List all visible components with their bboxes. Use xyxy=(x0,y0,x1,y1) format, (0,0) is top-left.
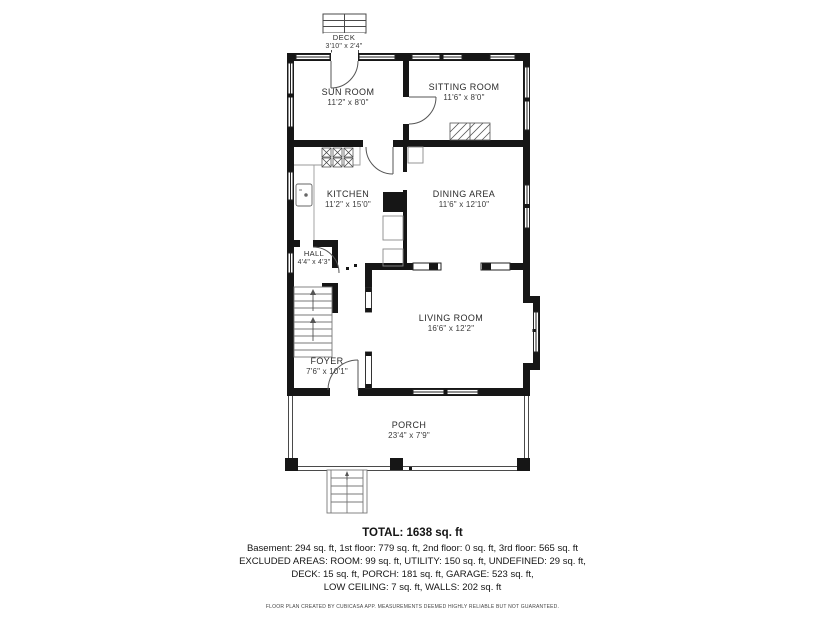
room-dims: 11'6" x 12'10" xyxy=(438,200,490,209)
room-label-hall xyxy=(298,249,331,266)
room-dims: 23'4" x 7'9" xyxy=(388,431,430,440)
stove-icon xyxy=(322,148,353,167)
room-dims: 16'6" x 12'2" xyxy=(427,324,475,333)
area-summary xyxy=(0,527,825,610)
disclaimer-text: FLOOR PLAN CREATED BY CUBICASA APP. MEASUREMENTS DEEMED HIGHLY RELIABLE BUT NOT GUARANTEED. xyxy=(265,604,560,610)
excluded-areas-line1: EXCLUDED AREAS: ROOM: 99 sq. ft, UTILITY: 150 sq. ft, UNDEFINED: 29 sq. ft, xyxy=(239,556,586,567)
sink-icon xyxy=(296,184,312,206)
room-name: KITCHEN xyxy=(326,189,370,199)
low-ceiling-hatch xyxy=(450,123,490,140)
room-name: SUN ROOM xyxy=(321,87,375,97)
room-label-living-room xyxy=(419,313,483,333)
room-name: DECK xyxy=(332,33,356,42)
room-label-sun-room xyxy=(322,87,375,107)
room-name: DINING AREA xyxy=(432,189,496,199)
room-label-deck xyxy=(324,33,365,50)
room-label-porch xyxy=(388,420,430,440)
room-name: LIVING ROOM xyxy=(418,313,484,323)
room-dims: 11'2" x 15'0" xyxy=(325,200,371,209)
main-staircase xyxy=(294,287,332,357)
room-dims: 11'2" x 8'0" xyxy=(327,98,369,107)
room-name: HALL xyxy=(303,249,325,258)
room-name: SITTING ROOM xyxy=(428,82,500,92)
room-name: PORCH xyxy=(391,420,427,430)
room-name: FOYER xyxy=(310,356,344,366)
excluded-areas-line3: LOW CEILING: 7 sq. ft, WALLS: 202 sq. ft xyxy=(323,582,502,593)
room-label-foyer xyxy=(306,356,348,376)
room-label-sitting-room xyxy=(429,82,500,102)
room-label-kitchen xyxy=(325,189,371,209)
porch-posts xyxy=(285,458,530,471)
porch-steps xyxy=(327,470,367,513)
room-dims: 11'6" x 8'0" xyxy=(443,93,485,102)
excluded-areas-line2: DECK: 15 sq. ft, PORCH: 181 sq. ft, GARAGE: 523 sq. ft, xyxy=(291,569,534,580)
total-area: TOTAL: 1638 sq. ft xyxy=(362,527,463,539)
foyer-columns xyxy=(366,288,372,388)
room-dims: 4'4" x 4'3" xyxy=(297,259,331,266)
floors-breakdown: Basement: 294 sq. ft, 1st floor: 779 sq. ft, 2nd floor: 0 sq. ft, 3rd floor: 565 sq. ft xyxy=(246,543,579,554)
room-label-dining-area xyxy=(433,189,495,209)
room-dims: 3'10" x 2'4" xyxy=(325,43,363,50)
room-dims: 7'6" x 10'1" xyxy=(306,367,348,376)
